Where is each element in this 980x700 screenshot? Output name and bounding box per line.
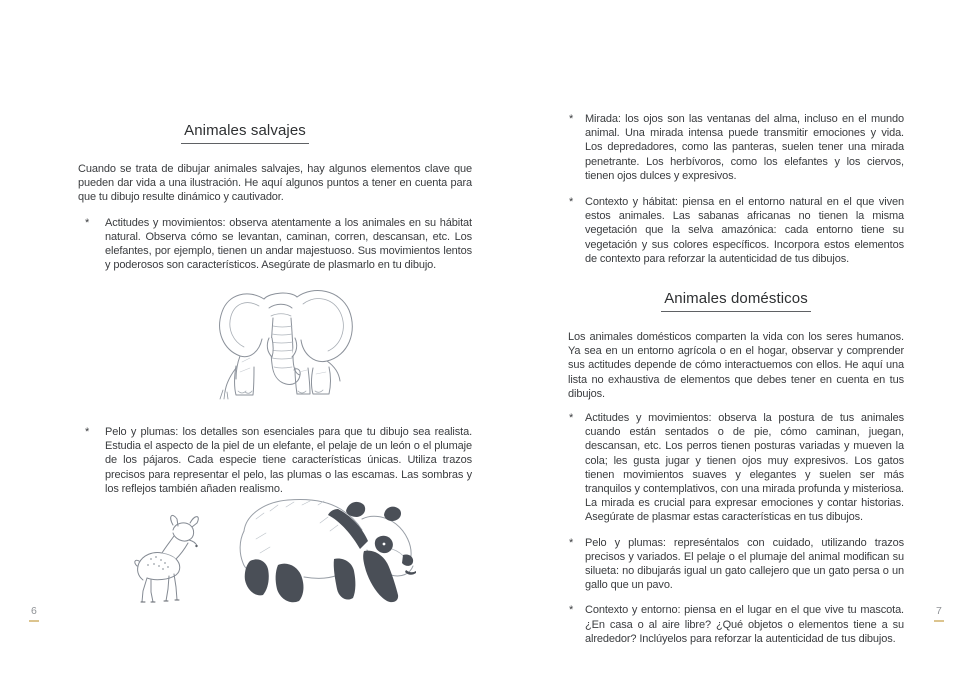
fawn-illustration [121, 512, 207, 607]
left-page-column [78, 122, 472, 272]
section-title: Animales domésticos [661, 290, 811, 312]
bullet-text: Contexto y entorno: piensa en el lugar en el que vive tu mascota. ¿En casa o al aire libre? ¿Qué objetos o elementos tiene a su alrededor? Inclúyelos para reforzar la autenticidad de tus dibujos. [585, 604, 904, 645]
list-item [78, 425, 472, 496]
right-intro-paragraph: Los animales domésticos comparten la vida con los seres humanos. Ya sea en un entorno agrícola o en el hogar, observar y comprender sus actitudes depende de cómo interactuemos con ellos. He aquí una lista no exhaustiva de elementos que debes tener en cuenta en tus dibujos. [568, 331, 904, 400]
bullet-text: Contexto y hábitat: piensa en el entorno natural en el que viven estos animales. Las sabanas africanas no tienen la misma vegetación que la selva amazónica: cada entorno tiene su vegetación y sus colores específicos. Incorpora estos elementos de contexto para reforzar la autenticidad de tus dibujos. [585, 196, 904, 265]
bullet-asterisk-icon: * [569, 113, 574, 125]
bullet-asterisk-icon: * [569, 412, 574, 425]
list-item [568, 603, 904, 646]
page-number-value: 6 [29, 605, 39, 622]
list-item [568, 536, 904, 593]
bullet-text: Pelo y plumas: represéntalos con cuidado, utilizando trazos precisos y variados. El pelaje o el plumaje del animal modifican su silueta: no dibujarás igual un gato callejero que un gato persa o un gallo que un pavo. [585, 536, 904, 592]
list-item [568, 195, 904, 266]
bullet-asterisk-icon: * [85, 216, 90, 229]
list-item [78, 216, 472, 273]
bullet-asterisk-icon: * [569, 536, 574, 549]
right-page-heading-wrap [568, 290, 904, 312]
list-item [568, 411, 904, 525]
left-intro-paragraph: Cuando se trata de dibujar animales salvajes, hay algunos elementos clave que pueden dar vida a una ilustración. He aquí algunos puntos a tener en cuenta para que tu dibujo resulte dinámico y cautivador. [78, 163, 472, 204]
right-page-number [934, 605, 944, 622]
panda-illustration [226, 489, 428, 612]
right-page-column [568, 112, 904, 646]
bullet-text: Actitudes y movimientos: observa atentamente a los animales en su hábitat natural. Observa cómo se levantan, caminan, corren, descansan, etc. Los elefantes, por ejemplo, tienen un andar majestuoso. Sus movimientos lentos y poderosos son característicos. Asegúrate de plasmarlo en tu dibujo. [105, 216, 472, 272]
page-number-value: 7 [934, 605, 944, 622]
list-item [568, 112, 904, 183]
bullet-text: Mirada: los ojos son las ventanas del alma, incluso en el mundo animal. Una mirada intensa puede transmitir emociones y vida. Los depredadores, como las panteras, suelen tener una mirada penetrante. Los herbívoros, como los elefantes y los ciervos, tienen ojos dulces y expresivos. [585, 113, 904, 182]
left-page-number [29, 605, 39, 622]
bullet-text: Pelo y plumas: los detalles son esenciales para que tu dibujo sea realista. Estudia el aspecto de la piel de un elefante, el pelaje de un león o el plumaje de los pájaros. Cada especie tiene características únicas. Utiliza trazos precisos para representar el pelo, las plumas o las escamas. Las sombras y los reflejos también añaden realismo. [105, 426, 472, 495]
bullet-asterisk-icon: * [569, 196, 574, 209]
elephant-illustration [192, 282, 375, 401]
bullet-text: Actitudes y movimientos: observa la postura de tus animales cuando están sentados o de pie, cómo caminan, juegan, descansan, etc. Los perros tienen posturas variadas y mueven la cola; les gusta jugar y tienen ojos muy expresivos. Los gatos tienen movimientos suaves y elegantes y suelen ser más tranquilos y contemplativos, con una mirada profunda y misteriosa. La mirada es crucial para expresar emociones y contar historias. Asegúrate de plasmar estas características en tus dibujos. [585, 412, 904, 524]
left-page-heading-wrap [48, 122, 442, 144]
bullet-asterisk-icon: * [85, 426, 90, 438]
page-title: Animales salvajes [181, 122, 309, 144]
bullet-asterisk-icon: * [569, 604, 574, 617]
